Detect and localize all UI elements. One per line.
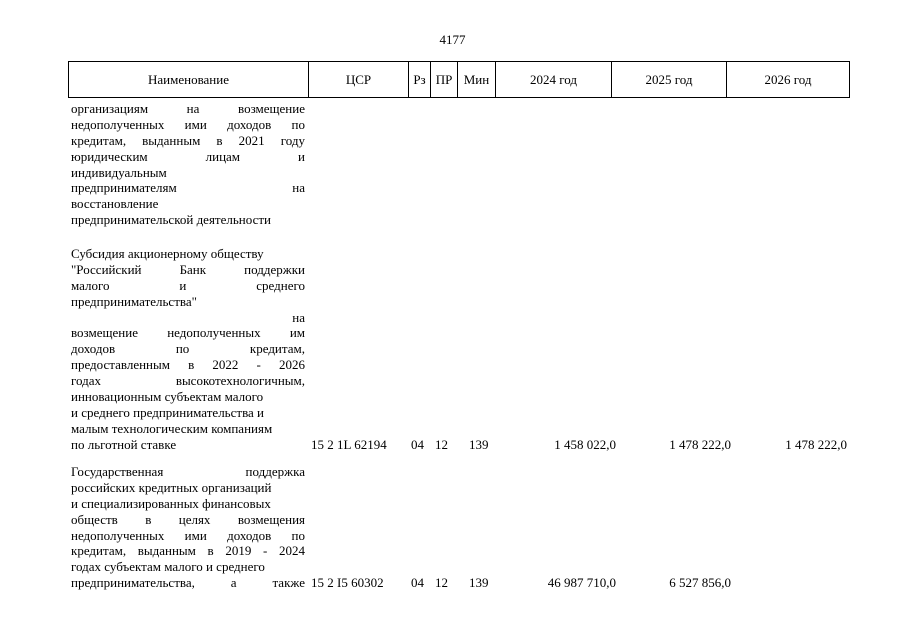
header-2024: 2024 год	[496, 62, 612, 97]
row-word: лицам	[205, 148, 241, 164]
header-2025: 2025 год	[612, 62, 727, 97]
row-text-line	[71, 421, 305, 437]
row-word: ими	[184, 527, 207, 543]
row-word: высокотехнологичным,	[175, 373, 305, 389]
row-csr: 15 2 I5 60302	[311, 575, 384, 590]
row-text-line	[71, 389, 305, 405]
row-text-line	[71, 325, 305, 341]
row-word: 2024	[278, 543, 305, 559]
row-word: 2026	[278, 357, 305, 373]
row-text-line	[71, 262, 305, 278]
row-text: Субсидия акционерному обществу	[71, 246, 264, 261]
row-word: им	[289, 325, 305, 341]
row-word: возмещение	[71, 325, 138, 341]
row-text-line	[71, 405, 305, 421]
table-row	[71, 464, 305, 591]
row-word: ими	[184, 116, 207, 132]
row-word: годах	[71, 373, 102, 389]
row-min: 139	[469, 575, 489, 590]
row-text-line	[71, 464, 305, 480]
row-text: годах субъектам малого и среднего	[71, 559, 265, 575]
row-text-line	[71, 543, 305, 559]
row-word: возмещение	[238, 101, 305, 116]
row-text-line	[71, 246, 305, 262]
row-text-line	[71, 133, 305, 149]
row-text-line	[71, 294, 305, 310]
row-word: "Российский	[71, 261, 142, 277]
row-word: предпринимательства,	[71, 575, 195, 591]
header-min: Мин	[458, 62, 496, 97]
table-row	[71, 101, 305, 228]
row-word: по	[175, 341, 190, 357]
header-name: Наименование	[69, 62, 309, 97]
header-rz: Рз	[409, 62, 431, 97]
header-pr: ПР	[431, 62, 458, 97]
row-text-line	[71, 512, 305, 528]
row-word: Банк	[179, 261, 207, 277]
header-2026: 2026 год	[764, 71, 812, 87]
row-word: на	[292, 180, 305, 196]
row-text-line	[71, 278, 305, 294]
row-text-line	[71, 117, 305, 133]
row-text-line	[71, 101, 305, 117]
row-pr: 12	[435, 437, 448, 452]
row-text: и специализированных финансовых	[71, 495, 271, 511]
row-word: также	[272, 575, 305, 591]
row-word: 2021	[238, 132, 265, 148]
row-word: недополученных	[71, 527, 165, 543]
row-csr: 15 2 1L 62194	[311, 437, 387, 452]
row-text: по льготной ставке	[71, 436, 177, 452]
row-text-line	[71, 373, 305, 389]
row-text: российских кредитных организаций	[71, 479, 272, 495]
row-text-line	[71, 357, 305, 373]
row-text: инновационным субъектам малого	[71, 389, 264, 405]
row-text-line	[71, 212, 305, 228]
row-word: организациям	[71, 101, 149, 116]
row-word: юридическим	[71, 148, 148, 164]
page-number: 4177	[439, 32, 466, 47]
row-text-line	[71, 196, 305, 212]
row-word: доходов	[71, 341, 116, 357]
header-csr: ЦСР	[309, 62, 409, 97]
row-word: недополученных	[167, 325, 261, 341]
row-text-line	[71, 559, 305, 575]
row-text-line	[71, 165, 305, 181]
row-text-line	[71, 180, 305, 196]
row-text-line	[71, 310, 305, 326]
row-word: году	[280, 132, 305, 148]
row-text: предпринимательской деятельности	[71, 212, 271, 228]
row-word: доходов	[227, 116, 272, 132]
row-word: 2019	[225, 543, 252, 559]
row-rz: 04	[411, 437, 424, 452]
row-word: и	[298, 148, 305, 164]
row-text-line	[71, 496, 305, 512]
row-word: в	[207, 543, 214, 559]
row-word: обществ	[71, 511, 118, 527]
row-word: выданным	[137, 543, 196, 559]
row-text-line	[71, 437, 305, 453]
row-word: в	[216, 132, 223, 148]
row-word: недополученных	[71, 116, 165, 132]
row-word: Государственная	[71, 464, 164, 479]
row-word: поддержка	[245, 464, 305, 479]
row-min: 139	[469, 437, 489, 452]
row-word: и	[179, 277, 187, 293]
row-rz: 04	[411, 575, 424, 590]
row-2025: 6 527 856,0	[669, 575, 731, 590]
row-word: по	[291, 116, 305, 132]
row-word: кредитам,	[249, 341, 305, 357]
row-2024: 46 987 710,0	[547, 575, 616, 590]
row-text-line	[71, 149, 305, 165]
row-text: и среднего предпринимательства и	[71, 404, 265, 420]
row-text: предпринимательства"	[71, 293, 197, 309]
row-pr: 12	[435, 575, 448, 590]
row-2026: 1 478 222,0	[785, 437, 847, 452]
row-word: на	[186, 101, 200, 116]
row-text: малым технологическим компаниям	[71, 420, 273, 436]
row-word: предоставленным	[71, 357, 170, 373]
row-word: -	[256, 357, 261, 373]
row-word: среднего	[256, 277, 305, 293]
row-2025: 1 478 222,0	[669, 437, 731, 452]
table-row	[71, 246, 305, 453]
table-header	[68, 61, 850, 98]
row-word: кредитам,	[71, 543, 127, 559]
row-word: поддержки	[244, 261, 305, 277]
row-text: восстановление	[71, 196, 159, 212]
row-word: доходов	[227, 527, 272, 543]
row-2024: 1 458 022,0	[554, 437, 616, 452]
row-text: на	[292, 309, 305, 325]
row-word: кредитам,	[71, 132, 127, 148]
row-word: предпринимателям	[71, 180, 177, 196]
row-word: в	[145, 511, 152, 527]
row-text-line	[71, 341, 305, 357]
row-word: -	[262, 543, 268, 559]
row-word: 2022	[212, 357, 239, 373]
row-text-line	[71, 480, 305, 496]
row-word: а	[230, 575, 237, 591]
row-text-line	[71, 575, 305, 591]
row-word: по	[291, 527, 305, 543]
row-word: в	[188, 357, 195, 373]
row-word: малого	[71, 277, 110, 293]
row-word: целях	[178, 511, 211, 527]
row-word: выданным	[142, 132, 201, 148]
row-text: индивидуальным	[71, 164, 167, 180]
row-word: возмещения	[237, 511, 305, 527]
row-text-line	[71, 528, 305, 544]
